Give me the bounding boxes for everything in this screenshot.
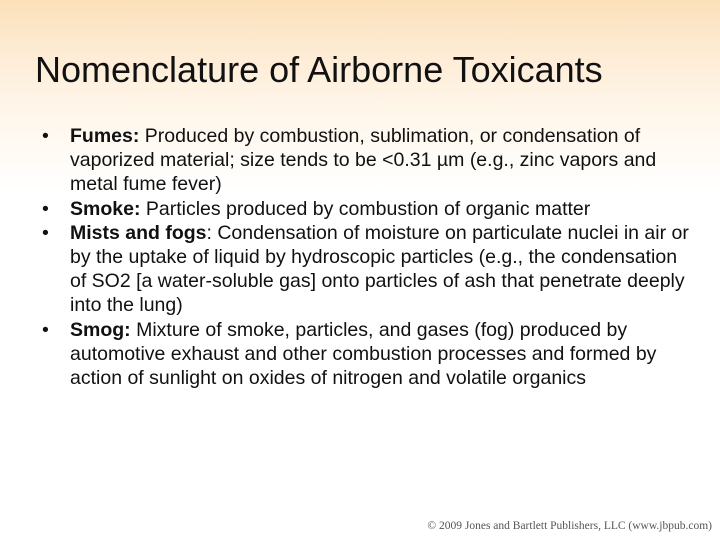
bullet-text: Mixture of smoke, particles, and gases (fog) produced by automotive exhaust and other combustion processes and formed by action of sunlight on oxides of nitrogen and volatile organics [70,318,657,390]
bullet-item-smoke [42,197,692,221]
bullet-term: Fumes: [70,125,140,147]
bullet-item-mists-and-fogs [42,221,692,318]
bullet-text: Particles produced by combustion of organic matter [140,197,591,220]
bullet-term: Smog: [70,318,131,341]
bullet-term: Mists and fogs [70,221,207,244]
bullet-icon: • [42,125,49,147]
bullet-icon: • [42,197,49,220]
bullet-item-fumes [42,124,692,197]
copyright-footer: © 2009 Jones and Bartlett Publishers, LLC (www.jbpub.com) [427,520,712,532]
bullet-icon: • [42,318,49,341]
bullet-text: : Condensation of moisture on particulate nuclei in air or by the uptake of liquid by hydroscopic particles (e.g., the condensation of SO2 [a water-soluble gas] onto particles of ash that penetrate deeply into the lung) [70,221,689,317]
bullet-list [42,124,692,390]
slide-title: Nomenclature of Airborne Toxicants [35,49,603,90]
bullet-term: Smoke: [70,197,141,220]
bullet-icon: • [42,221,49,244]
bullet-item-smog [42,318,692,391]
bullet-text: Produced by combustion, sublimation, or condensation of vaporized material; size tends to be <0.31 µm (e.g., zinc vapors and metal fume fever) [70,125,657,196]
